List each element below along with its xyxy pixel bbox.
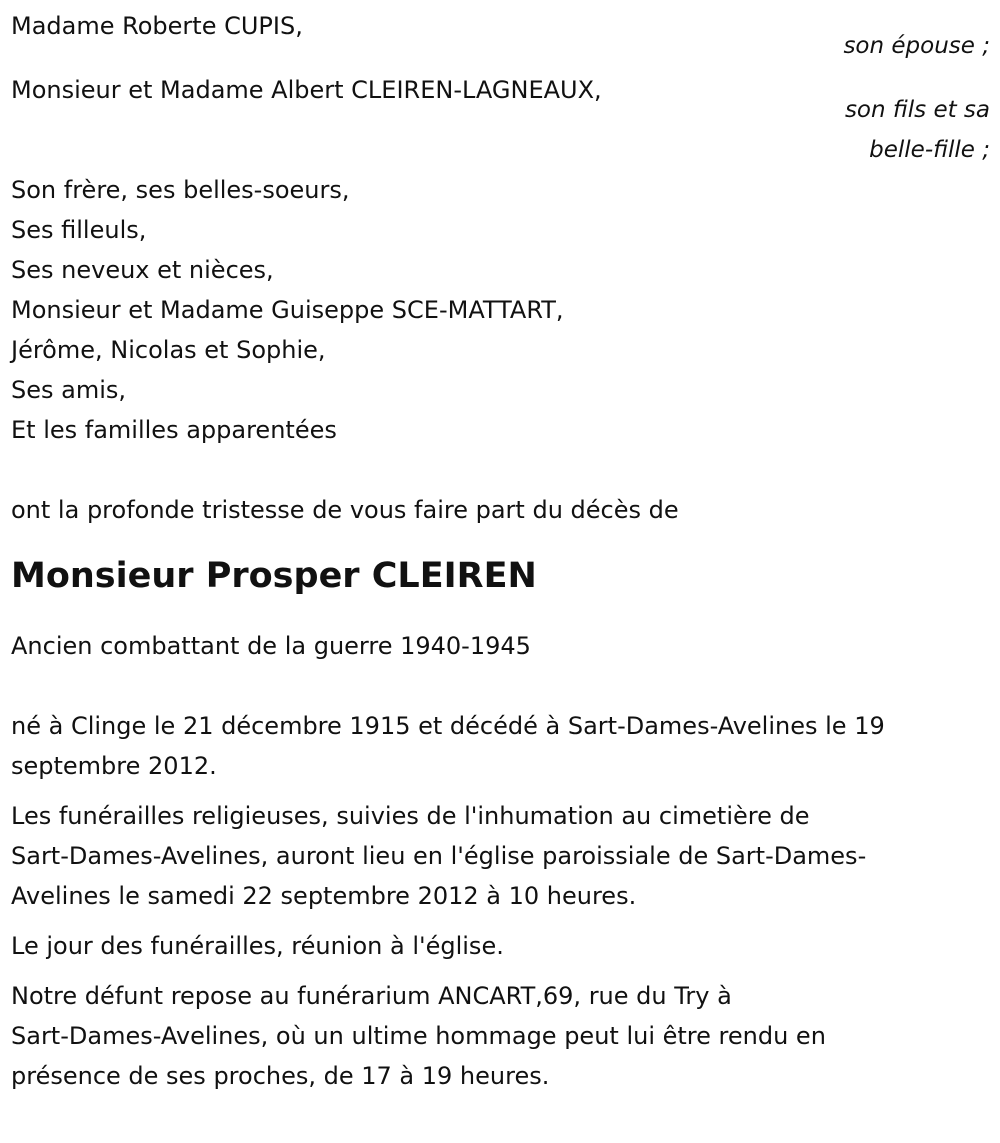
spouse-relation: son épouse ; <box>843 33 990 59</box>
family-line: Ses filleuls, <box>11 216 147 244</box>
spouse-name: Madame Roberte CUPIS, <box>11 12 303 40</box>
son-row <box>11 70 990 170</box>
son-name: Monsieur et Madame Albert CLEIREN-LAGNEAUX, <box>11 76 602 104</box>
family-list <box>11 170 990 450</box>
paragraph-line: Le jour des funérailles, réunion à l'église. <box>11 932 504 960</box>
gathering-paragraph <box>11 926 971 966</box>
visitation-paragraph <box>11 976 971 1096</box>
family-line: Et les familles apparentées <box>11 416 337 444</box>
paragraph-line: Sart-Dames-Avelines, auront lieu en l'église paroissiale de Sart-Dames- <box>11 842 867 870</box>
birth-death-paragraph <box>11 706 971 786</box>
paragraph-line: Notre défunt repose au funérarium ANCART,69, rue du Try à <box>11 982 732 1010</box>
family-line: Ses neveux et nièces, <box>11 256 274 284</box>
funeral-paragraph <box>11 796 971 916</box>
paragraph-line: Sart-Dames-Avelines, où un ultime hommage peut lui être rendu en <box>11 1022 826 1050</box>
family-line: Ses amis, <box>11 376 127 404</box>
spouse-row <box>11 6 990 59</box>
paragraph-line: Avelines le samedi 22 septembre 2012 à 10 heures. <box>11 882 637 910</box>
paragraph-line: septembre 2012. <box>11 752 217 780</box>
deceased-name: Monsieur Prosper CLEIREN <box>11 556 537 596</box>
family-line: Son frère, ses belles-soeurs, <box>11 176 350 204</box>
son-relation-2: belle-fille ; <box>869 137 990 163</box>
family-line: Jérôme, Nicolas et Sophie, <box>11 336 326 364</box>
son-relation-1: son fils et sa <box>844 97 990 123</box>
family-line: Monsieur et Madame Guiseppe SCE-MATTART, <box>11 296 564 324</box>
paragraph-line: présence de ses proches, de 17 à 19 heures. <box>11 1062 550 1090</box>
subtitle: Ancien combattant de la guerre 1940-1945 <box>11 632 531 660</box>
paragraph-line: Les funérailles religieuses, suivies de l'inhumation au cimetière de <box>11 802 810 830</box>
paragraph-line: né à Clinge le 21 décembre 1915 et décédé à Sart-Dames-Avelines le 19 <box>11 712 885 740</box>
announcement: ont la profonde tristesse de vous faire part du décès de <box>11 496 679 524</box>
